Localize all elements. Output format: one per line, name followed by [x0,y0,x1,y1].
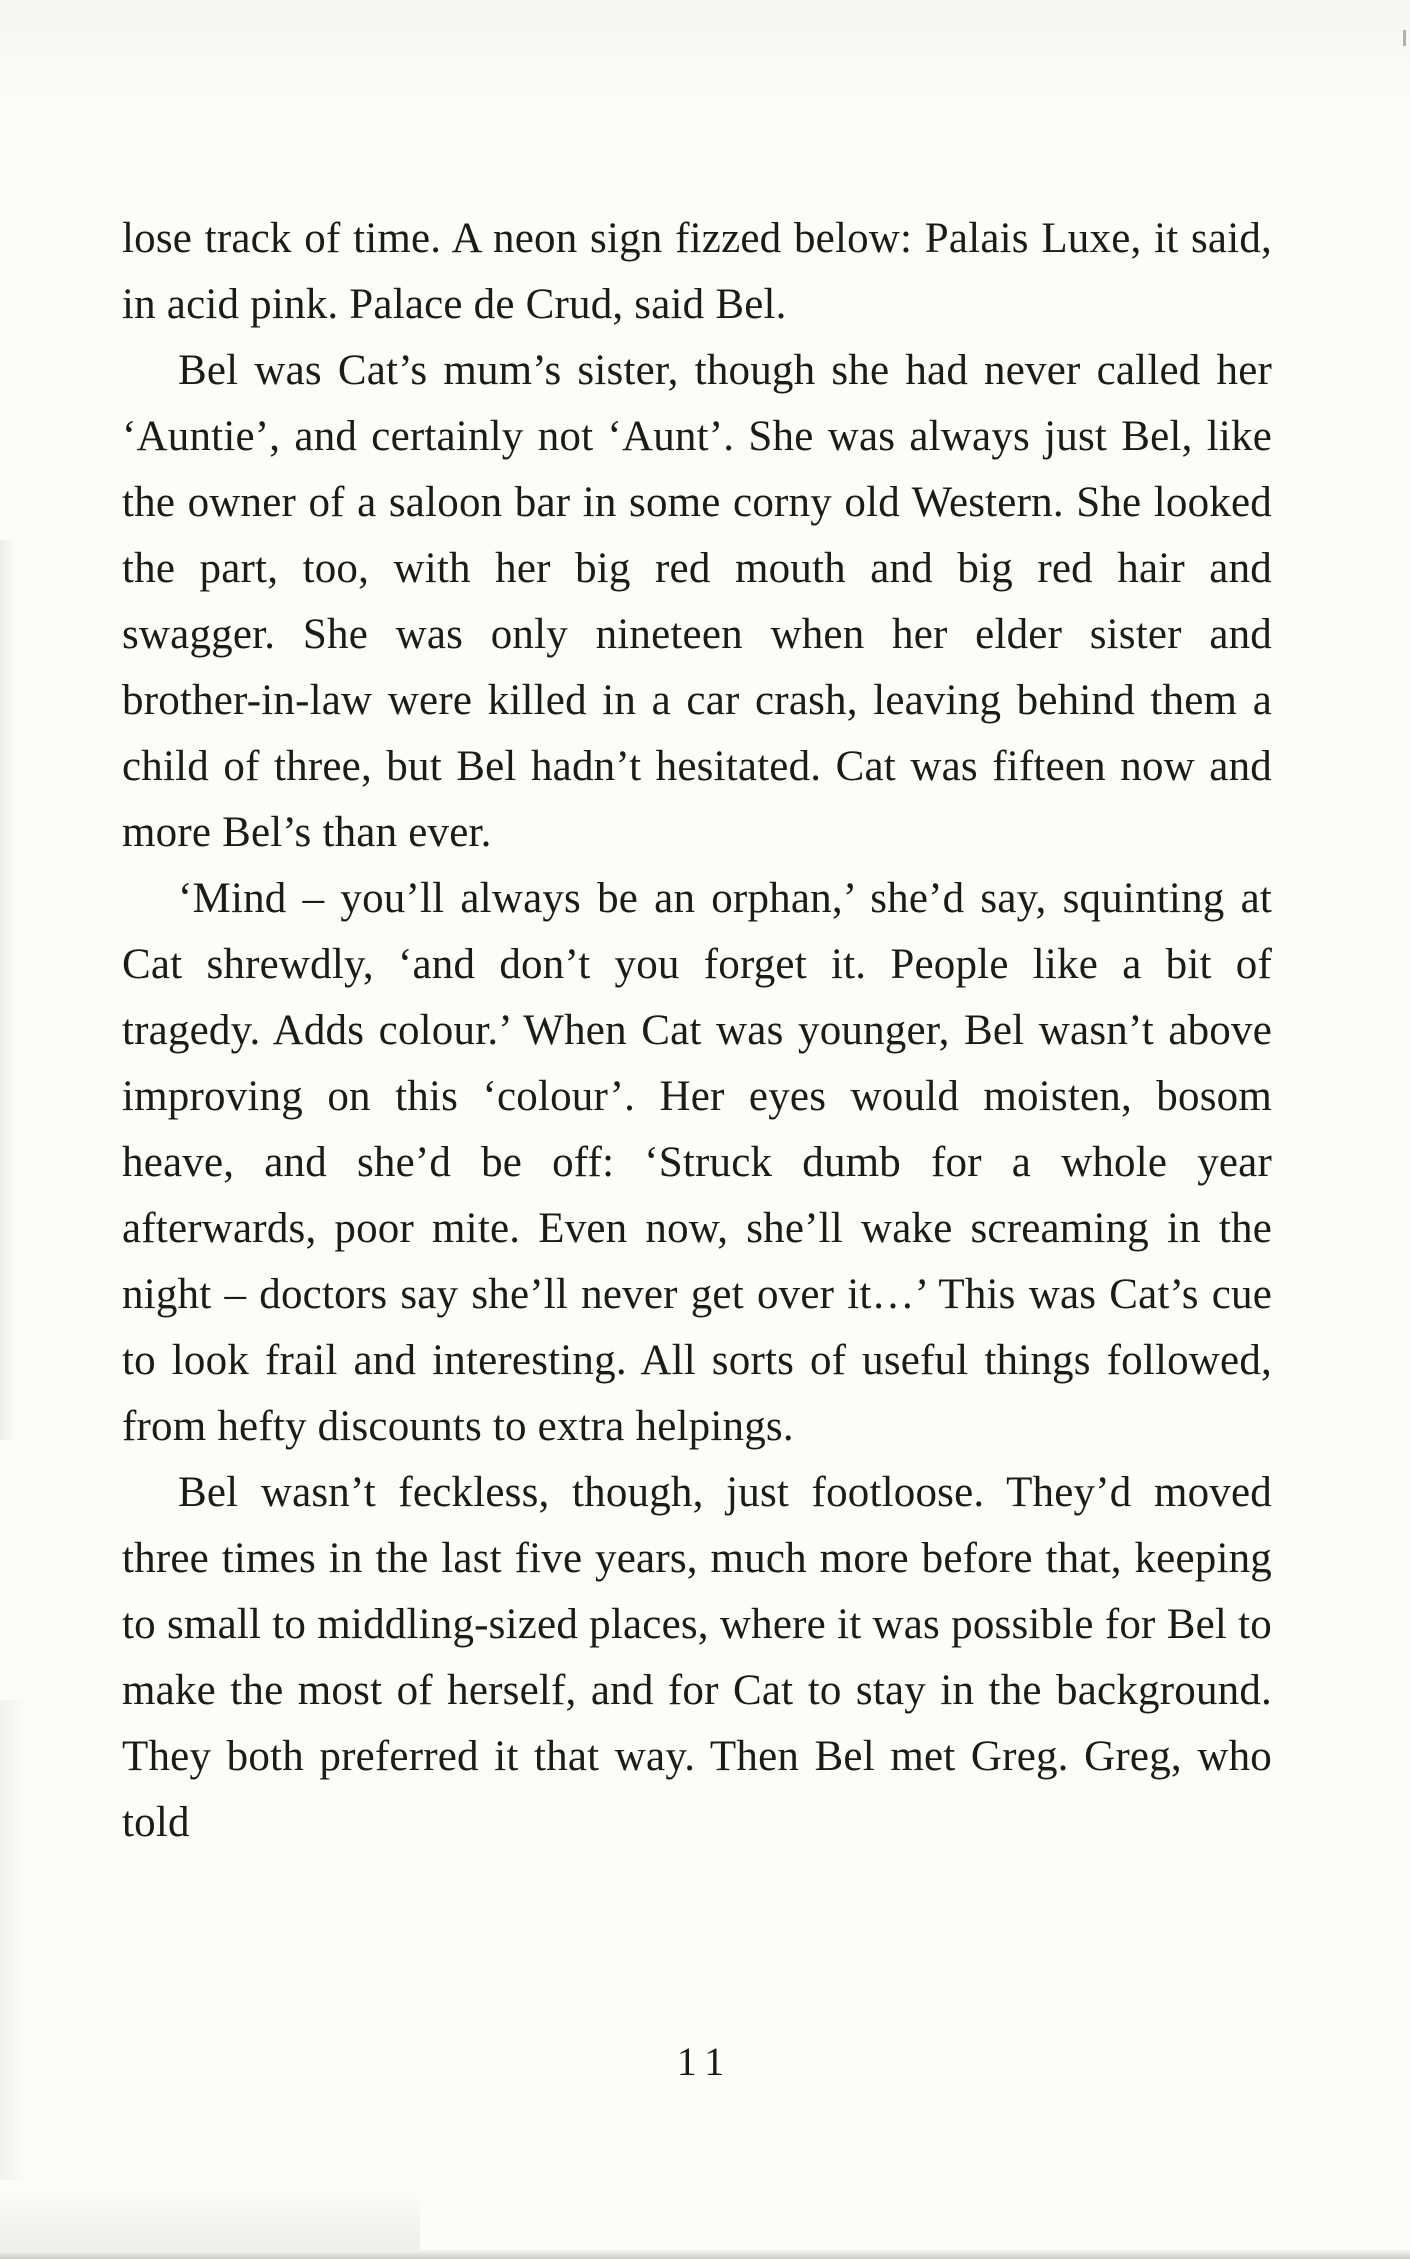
scan-artifact-left-edge-lower [0,1700,26,2180]
scan-artifact-top-right-mark [1403,30,1406,46]
paragraph: Bel was Cat’s mum’s sister, though she had never called her ‘Auntie’, and certainly not ‘Aunt’. She was always just Bel, like the owner of a saloon bar in some corny old Western. She looked the part, too, with her big red mouth and big red hair and swagger. She was only nineteen when her elder sister and brother-in-law were killed in a car crash, leaving behind them a child of three, but Bel hadn’t hesitated. Cat was fifteen now and more Bel’s than ever. [122,347,1272,856]
paragraph: Bel wasn’t feckless, though, just footloose. They’d moved three times in the last five years, much more before that, keeping to small to middling-sized places, where it was possible for Bel to make the most of herself, and for Cat to stay in the background. They both preferred it that way. Then Bel met Greg. Greg, who told [122,1469,1272,1846]
scan-artifact-bottom-edge [0,2250,1410,2259]
paragraph: ‘Mind – you’ll always be an orphan,’ she’d say, squinting at Cat shrewdly, ‘and don’t you forget it. People like a bit of tragedy. Adds colour.’ When Cat was younger, Bel wasn’t above improving on this ‘colour’. Her eyes would moisten, bosom heave, and she’d be off: ‘Struck dumb for a whole year afterwards, poor mite. Even now, she’ll wake screaming in the night – doctors say she’ll never get over it…’ This was Cat’s cue to look frail and interesting. All sorts of useful things followed, from hefty discounts to extra helpings. [122,875,1272,1450]
scan-artifact-top [0,0,1410,120]
text-block [122,206,1272,1856]
scan-artifact-bottom-left [0,2190,420,2250]
page-number: 11 [676,2039,734,2084]
paragraph: lose track of time. A neon sign fizzed below: Palais Luxe, it said, in acid pink. Palace de Crud, said Bel. [122,215,1272,328]
scan-artifact-left-edge [0,540,16,1440]
